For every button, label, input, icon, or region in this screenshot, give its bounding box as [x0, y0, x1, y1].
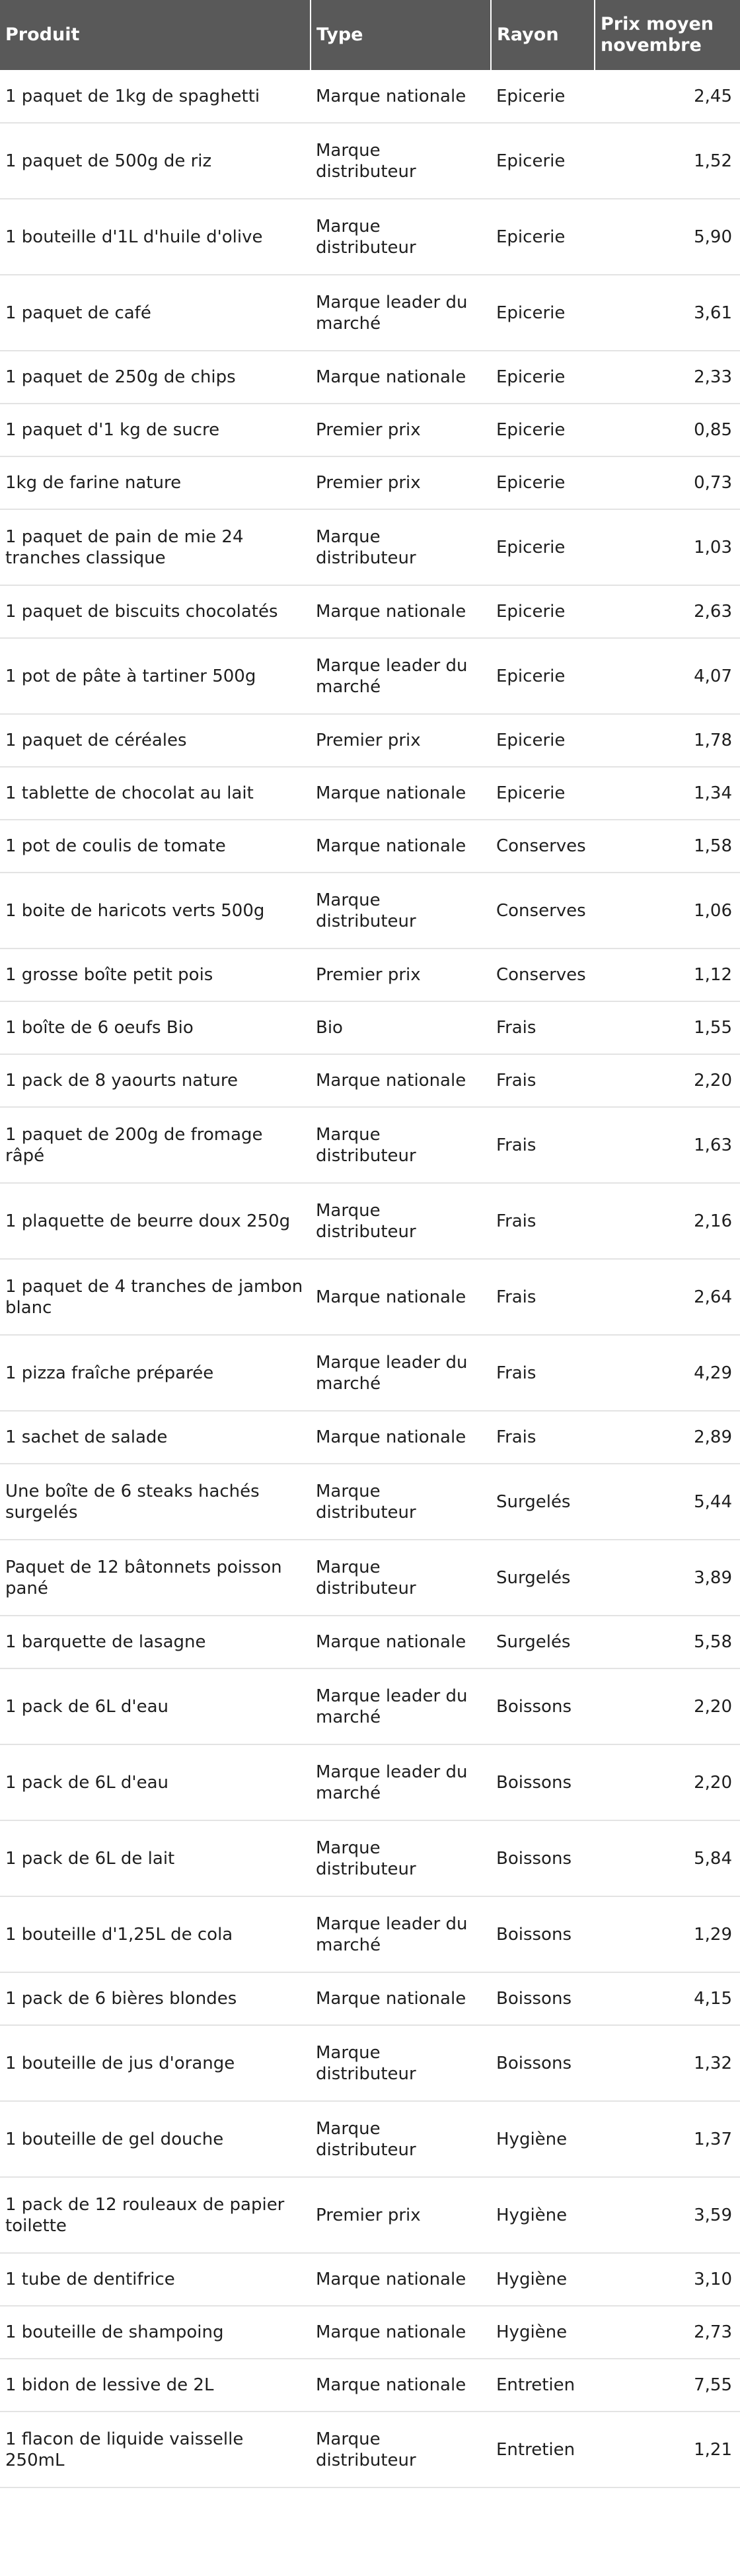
cell-rayon: Epicerie [491, 638, 595, 714]
cell-produit: 1 tube de dentifrice [0, 2253, 311, 2306]
table-row [0, 1616, 740, 1668]
cell-prix: 2,33 [595, 351, 740, 404]
cell-rayon: Boissons [491, 1668, 595, 1744]
cell-produit: 1 plaquette de beurre doux 250g [0, 1183, 311, 1259]
table-row [0, 1183, 740, 1259]
cell-rayon: Conserves [491, 873, 595, 948]
cell-produit: 1 pot de pâte à tartiner 500g [0, 638, 311, 714]
header-rayon: Rayon [491, 0, 595, 70]
cell-prix: 1,52 [595, 123, 740, 199]
table-row [0, 948, 740, 1001]
cell-type: Marque distributeur [311, 1820, 491, 1896]
cell-type: Marque distributeur [311, 2412, 491, 2487]
cell-produit: 1 bouteille de jus d'orange [0, 2025, 311, 2101]
cell-type: Marque nationale [311, 585, 491, 638]
table-row [0, 714, 740, 767]
table-row [0, 585, 740, 638]
table-row [0, 1820, 740, 1896]
cell-type: Marque distributeur [311, 2025, 491, 2101]
cell-prix: 2,16 [595, 1183, 740, 1259]
table-row [0, 351, 740, 404]
cell-prix: 5,90 [595, 199, 740, 275]
table-row [0, 1744, 740, 1820]
table-row [0, 1054, 740, 1107]
cell-rayon: Frais [491, 1411, 595, 1464]
table-row [0, 70, 740, 123]
cell-produit: 1 bouteille de shampoing [0, 2306, 311, 2359]
cell-produit: 1 grosse boîte petit pois [0, 948, 311, 1001]
cell-prix: 1,21 [595, 2412, 740, 2487]
cell-prix: 5,58 [595, 1616, 740, 1668]
cell-produit: 1 paquet de 200g de fromage râpé [0, 1107, 311, 1183]
cell-type: Marque leader du marché [311, 1744, 491, 1820]
cell-prix: 1,78 [595, 714, 740, 767]
cell-rayon: Boissons [491, 2025, 595, 2101]
cell-produit: 1 pack de 8 yaourts nature [0, 1054, 311, 1107]
cell-produit: 1 paquet de 500g de riz [0, 123, 311, 199]
cell-produit: 1 sachet de salade [0, 1411, 311, 1464]
cell-type: Marque nationale [311, 1259, 491, 1335]
cell-rayon: Epicerie [491, 767, 595, 820]
cell-type: Marque nationale [311, 1411, 491, 1464]
cell-rayon: Entretien [491, 2412, 595, 2487]
table-row [0, 767, 740, 820]
table-row [0, 873, 740, 948]
cell-type: Premier prix [311, 948, 491, 1001]
cell-type: Marque leader du marché [311, 638, 491, 714]
table-row [0, 820, 740, 873]
cell-prix: 0,73 [595, 456, 740, 509]
table-row [0, 1001, 740, 1054]
table-row [0, 509, 740, 585]
cell-rayon: Conserves [491, 948, 595, 1001]
cell-type: Bio [311, 1001, 491, 1054]
cell-prix: 4,29 [595, 1335, 740, 1411]
table-row [0, 638, 740, 714]
table-body [0, 70, 740, 2487]
table-row [0, 1540, 740, 1616]
cell-rayon: Entretien [491, 2359, 595, 2412]
cell-prix: 4,15 [595, 1972, 740, 2025]
table-row [0, 404, 740, 456]
cell-type: Marque distributeur [311, 1107, 491, 1183]
cell-prix: 5,44 [595, 1464, 740, 1540]
cell-prix: 2,89 [595, 1411, 740, 1464]
cell-type: Marque nationale [311, 2253, 491, 2306]
cell-produit: 1 pack de 12 rouleaux de papier toilette [0, 2177, 311, 2253]
cell-produit: Paquet de 12 bâtonnets poisson pané [0, 1540, 311, 1616]
cell-prix: 1,58 [595, 820, 740, 873]
cell-produit: 1 bouteille d'1L d'huile d'olive [0, 199, 311, 275]
cell-rayon: Conserves [491, 820, 595, 873]
cell-prix: 1,12 [595, 948, 740, 1001]
cell-type: Marque leader du marché [311, 275, 491, 351]
cell-produit: 1 paquet de 1kg de spaghetti [0, 70, 311, 123]
table-row [0, 1411, 740, 1464]
cell-prix: 2,20 [595, 1668, 740, 1744]
cell-rayon: Boissons [491, 1820, 595, 1896]
cell-rayon: Hygiène [491, 2177, 595, 2253]
cell-produit: 1 pizza fraîche préparée [0, 1335, 311, 1411]
cell-prix: 3,10 [595, 2253, 740, 2306]
cell-type: Marque leader du marché [311, 1335, 491, 1411]
cell-rayon: Frais [491, 1183, 595, 1259]
cell-produit: 1 boite de haricots verts 500g [0, 873, 311, 948]
cell-produit: 1 paquet de 4 tranches de jambon blanc [0, 1259, 311, 1335]
cell-prix: 1,34 [595, 767, 740, 820]
cell-produit: 1 bidon de lessive de 2L [0, 2359, 311, 2412]
cell-rayon: Surgelés [491, 1464, 595, 1540]
cell-type: Premier prix [311, 2177, 491, 2253]
cell-prix: 3,89 [595, 1540, 740, 1616]
table-row [0, 2025, 740, 2101]
cell-rayon: Surgelés [491, 1540, 595, 1616]
cell-produit: 1 pack de 6L de lait [0, 1820, 311, 1896]
header-row [0, 0, 740, 70]
cell-rayon: Frais [491, 1054, 595, 1107]
cell-type: Marque distributeur [311, 873, 491, 948]
cell-type: Premier prix [311, 456, 491, 509]
cell-produit: 1 pot de coulis de tomate [0, 820, 311, 873]
cell-type: Marque nationale [311, 1972, 491, 2025]
cell-produit: 1 paquet d'1 kg de sucre [0, 404, 311, 456]
table-row [0, 2101, 740, 2177]
cell-produit: 1 barquette de lasagne [0, 1616, 311, 1668]
cell-prix: 1,32 [595, 2025, 740, 2101]
table-row [0, 275, 740, 351]
header-produit: Produit [0, 0, 311, 70]
cell-type: Marque nationale [311, 70, 491, 123]
cell-type: Marque distributeur [311, 509, 491, 585]
table-row [0, 2412, 740, 2487]
cell-type: Marque leader du marché [311, 1896, 491, 1972]
cell-produit: 1kg de farine nature [0, 456, 311, 509]
cell-rayon: Surgelés [491, 1616, 595, 1668]
cell-type: Marque nationale [311, 2306, 491, 2359]
cell-produit: 1 boîte de 6 oeufs Bio [0, 1001, 311, 1054]
cell-rayon: Frais [491, 1259, 595, 1335]
cell-type: Marque nationale [311, 1054, 491, 1107]
cell-prix: 1,06 [595, 873, 740, 948]
cell-produit: 1 paquet de céréales [0, 714, 311, 767]
table-row [0, 1668, 740, 1744]
cell-type: Marque distributeur [311, 1464, 491, 1540]
cell-rayon: Epicerie [491, 585, 595, 638]
table-row [0, 1464, 740, 1540]
cell-produit: 1 bouteille d'1,25L de cola [0, 1896, 311, 1972]
cell-rayon: Hygiène [491, 2101, 595, 2177]
cell-rayon: Frais [491, 1001, 595, 1054]
cell-type: Marque distributeur [311, 123, 491, 199]
cell-rayon: Hygiène [491, 2306, 595, 2359]
cell-type: Premier prix [311, 714, 491, 767]
cell-type: Marque distributeur [311, 1183, 491, 1259]
cell-produit: 1 paquet de pain de mie 24 tranches classique [0, 509, 311, 585]
cell-type: Marque nationale [311, 767, 491, 820]
cell-type: Marque nationale [311, 351, 491, 404]
cell-produit: 1 paquet de café [0, 275, 311, 351]
cell-rayon: Frais [491, 1107, 595, 1183]
cell-rayon: Epicerie [491, 275, 595, 351]
cell-prix: 7,55 [595, 2359, 740, 2412]
cell-prix: 0,85 [595, 404, 740, 456]
table-row [0, 1972, 740, 2025]
cell-prix: 2,63 [595, 585, 740, 638]
cell-type: Premier prix [311, 404, 491, 456]
cell-type: Marque distributeur [311, 2101, 491, 2177]
table-row [0, 123, 740, 199]
cell-rayon: Boissons [491, 1896, 595, 1972]
cell-rayon: Epicerie [491, 509, 595, 585]
cell-prix: 3,61 [595, 275, 740, 351]
cell-rayon: Epicerie [491, 404, 595, 456]
cell-type: Marque distributeur [311, 1540, 491, 1616]
cell-produit: 1 bouteille de gel douche [0, 2101, 311, 2177]
table-row [0, 2306, 740, 2359]
table-row [0, 199, 740, 275]
table-row [0, 2359, 740, 2412]
cell-prix: 1,63 [595, 1107, 740, 1183]
cell-prix: 2,20 [595, 1054, 740, 1107]
cell-prix: 1,03 [595, 509, 740, 585]
cell-produit: 1 flacon de liquide vaisselle 250mL [0, 2412, 311, 2487]
cell-prix: 1,37 [595, 2101, 740, 2177]
cell-rayon: Boissons [491, 1972, 595, 2025]
cell-rayon: Frais [491, 1335, 595, 1411]
cell-rayon: Epicerie [491, 199, 595, 275]
cell-rayon: Epicerie [491, 123, 595, 199]
table-row [0, 1107, 740, 1183]
cell-type: Marque distributeur [311, 199, 491, 275]
cell-prix: 2,73 [595, 2306, 740, 2359]
cell-prix: 2,20 [595, 1744, 740, 1820]
table-row [0, 2253, 740, 2306]
cell-produit: 1 paquet de biscuits chocolatés [0, 585, 311, 638]
table-row [0, 1335, 740, 1411]
cell-type: Marque nationale [311, 820, 491, 873]
cell-type: Marque leader du marché [311, 1668, 491, 1744]
table-row [0, 1259, 740, 1335]
cell-prix: 2,45 [595, 70, 740, 123]
cell-prix: 1,55 [595, 1001, 740, 1054]
cell-prix: 4,07 [595, 638, 740, 714]
header-prix: Prix moyen novembre [601, 14, 714, 55]
cell-prix: 1,29 [595, 1896, 740, 1972]
header-type: Type [311, 0, 491, 70]
cell-produit: 1 paquet de 250g de chips [0, 351, 311, 404]
cell-prix: 3,59 [595, 2177, 740, 2253]
cell-rayon: Boissons [491, 1744, 595, 1820]
table-row [0, 456, 740, 509]
cell-produit: Une boîte de 6 steaks hachés surgelés [0, 1464, 311, 1540]
cell-rayon: Epicerie [491, 70, 595, 123]
cell-produit: 1 pack de 6L d'eau [0, 1668, 311, 1744]
table-row [0, 2177, 740, 2253]
cell-rayon: Hygiène [491, 2253, 595, 2306]
cell-produit: 1 pack de 6 bières blondes [0, 1972, 311, 2025]
cell-produit: 1 pack de 6L d'eau [0, 1744, 311, 1820]
cell-rayon: Epicerie [491, 714, 595, 767]
cell-produit: 1 tablette de chocolat au lait [0, 767, 311, 820]
cell-rayon: Epicerie [491, 456, 595, 509]
cell-prix: 2,64 [595, 1259, 740, 1335]
cell-type: Marque nationale [311, 1616, 491, 1668]
table-row [0, 1896, 740, 1972]
cell-prix: 5,84 [595, 1820, 740, 1896]
table-header [0, 0, 740, 70]
cell-type: Marque nationale [311, 2359, 491, 2412]
cell-rayon: Epicerie [491, 351, 595, 404]
